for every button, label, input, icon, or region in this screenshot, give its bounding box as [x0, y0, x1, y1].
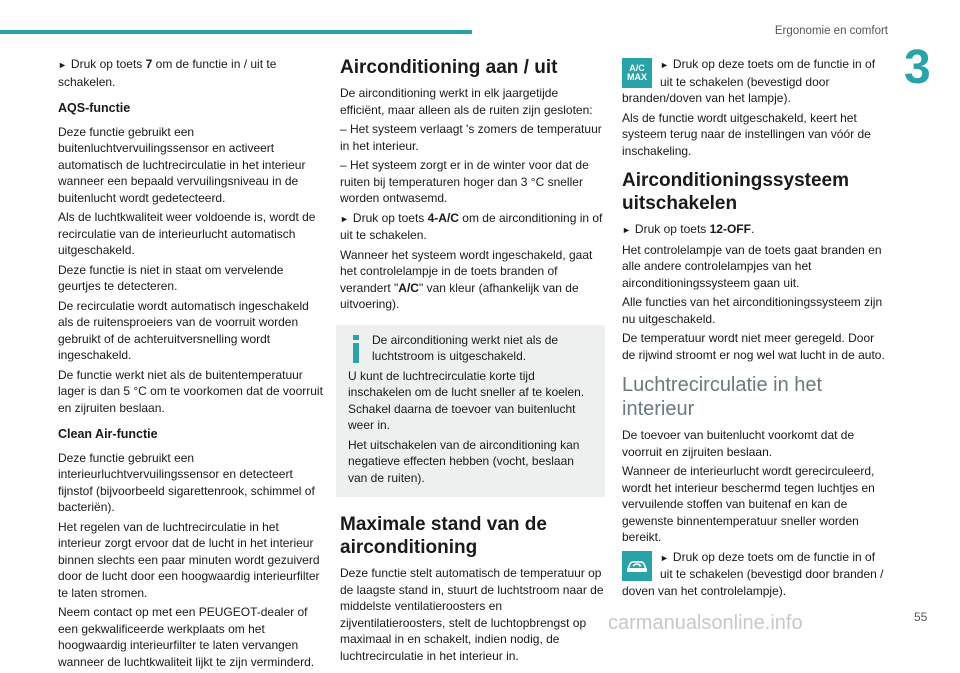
arrow-right-icon: ► [660, 60, 669, 70]
clean-air-paragraph: Het regelen van de luchtrecirculatie in het interieur zorgt ervoor dat de lucht in het interieur binnen slechts een paar minuten wordt gezuiverd door de lucht door een hoogwaardig interieurfilter te laten stromen. [58, 519, 320, 600]
arrow-right-icon: ► [660, 552, 669, 563]
aqs-paragraph: De functie werkt niet als de buitentemperatuur lager is dan 5 °C om te voorkomen dat de voorruit en zijruiten beslaan. [58, 367, 323, 415]
max-toggle-instruction: ► Druk op deze toets om de functie in of uit te schakelen (bevestigd door branden/doven van het lampje). [622, 57, 876, 105]
off-heading: Airconditioningssysteem uitschakelen [622, 170, 849, 214]
header-accent-line [0, 30, 472, 34]
car-recirculation-icon [622, 551, 652, 581]
arrow-right-icon: ► [58, 60, 67, 70]
off-paragraph: Het controlelampje van de toets gaat branden en alle andere controlelampjes van het airconditioningssysteem gaan uit. [622, 242, 882, 290]
toggle-instruction: ► Druk op toets 7 om de functie in / uit te schakelen. [58, 57, 277, 89]
recirc-heading: Luchtrecirculatie in het interieur [622, 374, 823, 420]
aqs-paragraph: Deze functie gebruikt een buitenluchtvervuilingssensor en activeert automatisch de luchtrecirculatie in het interieur wanneer een bepaald vervuilingsniveau in de buitenlucht wordt gedetecteerd. [58, 124, 306, 205]
info-text: De airconditioning werkt niet als de luchtstroom is uitgeschakeld. [372, 332, 559, 363]
max-off-paragraph: Als de functie wordt uitgeschakeld, keert het systeem terug naar de instellingen van vóór de inschakeling. [622, 110, 871, 158]
ac-heading: Airconditioning aan / uit [340, 57, 558, 78]
ac-dash-item: – Het systeem zorgt er in de winter voor dat de ruiten bij temperaturen hoger dan 3 °C sneller worden ontwasemd. [340, 158, 589, 205]
aqs-paragraph: Deze functie is niet in staat om vervelende geurtjes te detecteren. [58, 262, 284, 293]
clean-air-heading: Clean Air-functie [58, 427, 158, 441]
ac-dash-item: – Het systeem verlaagt 's zomers de temperatuur in het interieur. [340, 122, 602, 153]
recirc-paragraph: De toevoer van buitenlucht voorkomt dat de voorruit en zijruiten beslaan. [622, 428, 855, 459]
footer-watermark-url: carmanualsonline.info [608, 612, 803, 634]
recirc-paragraph: Wanneer de interieurlucht wordt gerecirculeerd, wordt het interieur beschermd tegen luchtjes en vervuilende stoffen van buitenaf en kan de gewenste binnentemperatuur sneller worden bereikt. [622, 464, 875, 544]
max-heading: Maximale stand van de airconditioning [340, 514, 547, 558]
info-text: Het uitschakelen van de airconditioning kan negatieve effecten hebben (vocht, beslaan van de ruiten). [348, 437, 580, 485]
clean-air-paragraph: Deze functie gebruikt een interieurluchtvervuilingssensor en detecteert fijnstof (bijvoorbeeld sigarettenrook, schimmel of bacteriën). [58, 450, 315, 514]
info-text: U kunt de luchtrecirculatie korte tijd inschakelen om de lucht sneller af te koelen. Schakel daarna de toevoer van buitenlucht weer in. [348, 368, 585, 432]
arrow-right-icon: ► [340, 213, 349, 224]
aqs-heading: AQS-functie [58, 101, 131, 115]
page-number: 55 [914, 610, 928, 624]
aqs-paragraph: De recirculatie wordt automatisch ingeschakeld als de ruitensproeiers van de voorruit worden gebruikt of de achteruitversnelling wordt ingeschakeld. [58, 298, 309, 362]
recirc-toggle-instruction: ► Druk op deze toets om de functie in of uit te schakelen (bevestigd door branden / doven van het controlelampje). [622, 549, 884, 598]
ac-paragraph: De airconditioning werkt in elk jaargetijde efficiënt, maar alleen als de ruiten zijn gesloten: [340, 86, 593, 117]
aqs-paragraph: Als de luchtkwaliteit weer voldoende is, wordt de recirculatie van de interieurlucht automatisch uitgeschakeld. [58, 210, 316, 257]
info-icon [348, 334, 364, 364]
ac-max-icon: A/C MAX [622, 58, 652, 88]
column-3 [622, 56, 887, 602]
header-title: Ergonomie en comfort [774, 25, 888, 37]
column-1 [58, 56, 324, 673]
chapter-number: 3 [904, 41, 931, 94]
arrow-right-icon: ► [622, 225, 631, 235]
ac-on-paragraph: Wanneer het systeem wordt ingeschakeld, gaat het controlelampje in de toets branden of verandert "A/C" van kleur (afhankelijk van de uitvoering). [340, 247, 593, 311]
ac-toggle-instruction: ► Druk op toets 4-A/C om de airconditioning in of uit te schakelen. [340, 210, 603, 242]
page-header [0, 0, 960, 40]
column-2 [340, 56, 605, 667]
max-paragraph: Deze functie stelt automatisch de temperatuur op de laagste stand in, stuurt de luchtstroom naar de middelste ventilatieroosters en zijventilatieroosters, stelt de luchtopbrengst op maximaal in en schakelt, indien nodig, de luchtrecirculatie in het interieur in. [340, 566, 604, 663]
clean-air-paragraph: Neem contact op met een PEUGEOT-dealer of een gekwalificeerde werkplaats om het hoogwaardig interieurfilter te laten vervangen wanneer de luchtkwaliteit lijkt te zijn verminderd. [58, 605, 315, 669]
off-paragraph: Alle functies van het airconditioningssysteem zijn nu uitgeschakeld. [622, 295, 883, 326]
off-instruction: ► Druk op toets 12-OFF. [622, 221, 887, 239]
off-paragraph: De temperatuur wordt niet meer geregeld. Door de rijwind stroomt er nog wel wat lucht in de auto. [622, 331, 885, 362]
info-box [336, 325, 605, 498]
